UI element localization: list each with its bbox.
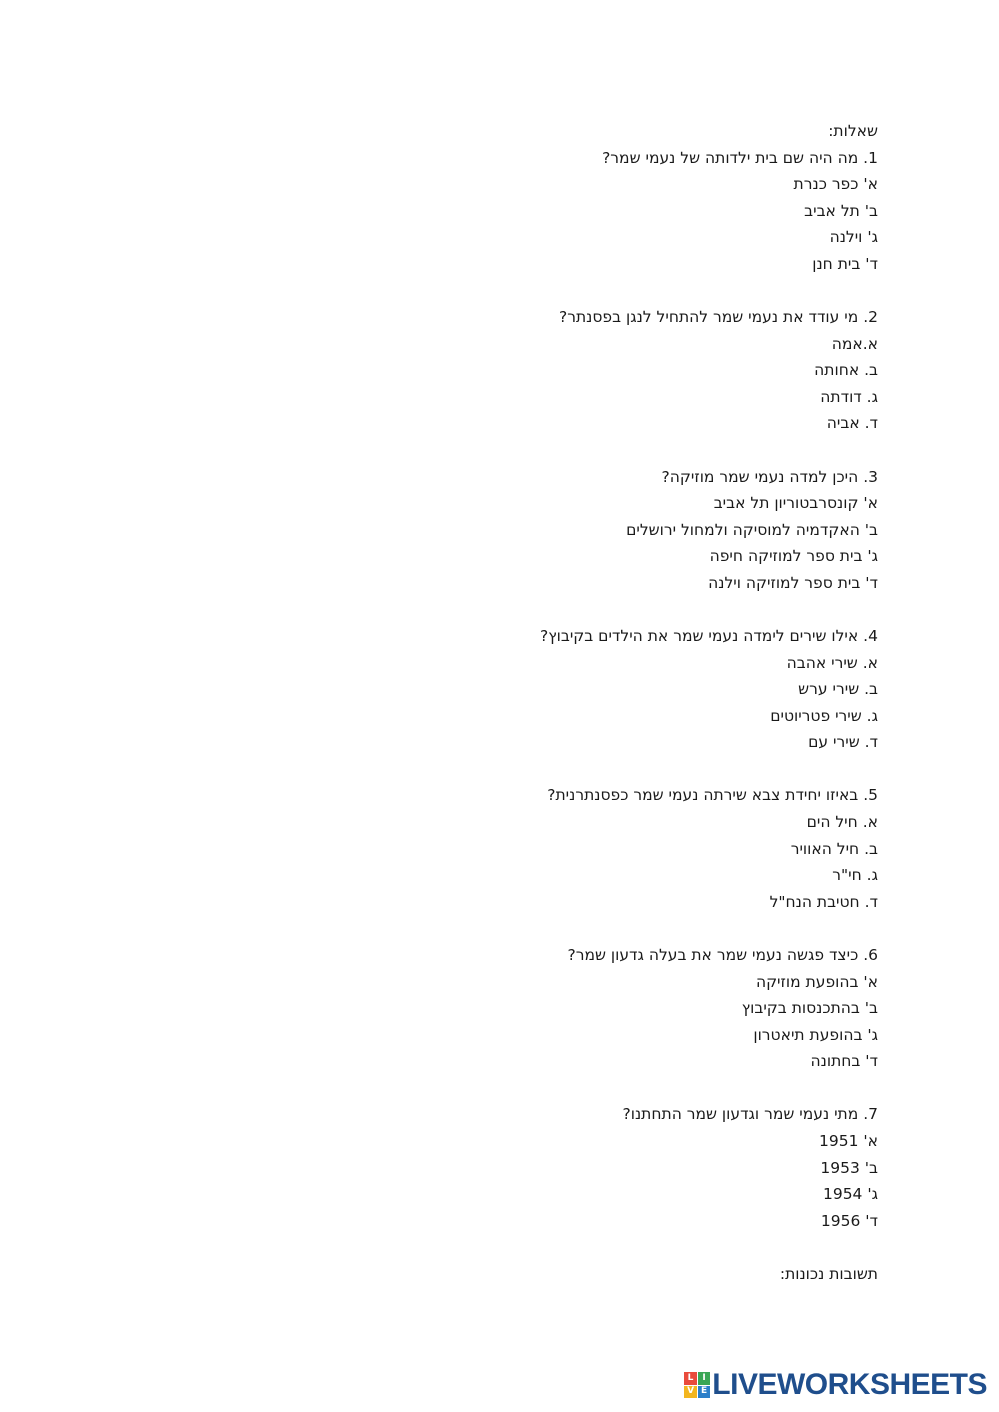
answer-option: ג' בהופעת תיאטרון — [753, 1025, 878, 1044]
answer-option: ד' 1956 — [820, 1211, 878, 1230]
answer-option: ג' 1954 — [822, 1185, 878, 1204]
answer-option: ד. חטיבת הנח"ל — [769, 892, 878, 911]
answer-option: ב. שירי ערש — [798, 680, 878, 699]
logo-mark-letter: L — [684, 1372, 697, 1385]
question-text: 6. כיצד פגשה נעמי שמר את בעלה גדעון שמר? — [567, 945, 878, 964]
questions-heading: שאלות: — [828, 122, 878, 140]
logo-text: LIVEWORKSHEETS — [712, 1368, 987, 1401]
answer-option: ג' וילנה — [829, 228, 878, 247]
worksheet — [158, 118, 878, 1287]
answer-option: ד. שירי עם — [808, 733, 878, 752]
question-text: 7. מתי נעמי שמר וגדעון שמר התחתנו? — [622, 1105, 878, 1124]
answer-option: ג. חי"ר — [832, 866, 878, 885]
question-2 — [158, 304, 878, 437]
question-6 — [158, 942, 878, 1075]
answer-option: א. חיל הים — [806, 813, 878, 832]
question-text: 2. מי עודד את נעמי שמר להתחיל לנגן בפסנתר? — [559, 308, 878, 327]
question-text: 1. מה היה שם בית ילדותה של נעמי שמר? — [602, 148, 878, 167]
answer-option: א' 1951 — [818, 1132, 878, 1150]
question-3 — [158, 464, 878, 597]
logo-mark-icon — [684, 1372, 710, 1398]
question-5 — [158, 782, 878, 915]
logo-mark-letter: V — [684, 1386, 697, 1399]
answer-option: ד' בחתונה — [810, 1052, 878, 1071]
answers-heading: תשובות נכונות: — [779, 1264, 878, 1283]
answer-option: א.אמה — [831, 334, 878, 353]
answer-option: ג. שירי פטריוטים — [770, 706, 878, 725]
answer-option: ג. דודתה — [820, 387, 878, 406]
answer-option: א' כפר כנרת — [793, 175, 878, 194]
answer-option: א' בהופעת מוזיקה — [755, 972, 878, 991]
question-7 — [158, 1101, 878, 1234]
logo-mark-letter: I — [698, 1372, 711, 1385]
answer-option: ד' בית ספר למוזיקה וילנה — [708, 573, 878, 592]
answer-option: ב. חיל האוויר — [790, 839, 878, 858]
answer-option: א. שירי אהבה — [786, 653, 878, 672]
question-4 — [158, 623, 878, 756]
liveworksheets-logo — [684, 1368, 987, 1402]
answer-option: ב' בהתכנסות בקיבוץ — [741, 999, 878, 1018]
answer-option: ב' 1953 — [820, 1158, 878, 1177]
question-text: 4. אילו שירים לימדה נעמי שמר את הילדים בקיבוץ? — [540, 627, 878, 645]
question-1 — [158, 145, 878, 278]
answer-option: ג' בית ספר למוזיקה חיפה — [709, 547, 878, 566]
logo-mark-letter: E — [698, 1386, 711, 1399]
answer-option: ב' האקדמיה למוסיקה ולמחול ירושלים — [626, 520, 878, 539]
answer-option: ד. אביה — [826, 414, 878, 433]
answer-option: ב. אחותה — [814, 361, 878, 380]
answer-option: א' קונסרבטוריון תל אביב — [713, 494, 878, 513]
answer-option: ב' תל אביב — [804, 201, 878, 220]
answer-option: ד' בית חנן — [812, 254, 878, 273]
question-text: 3. היכן למדה נעמי שמר מוזיקה? — [661, 467, 878, 486]
question-text: 5. באיזו יחידת צבא שירתה נעמי שמר כפסנתרנית? — [547, 786, 878, 805]
